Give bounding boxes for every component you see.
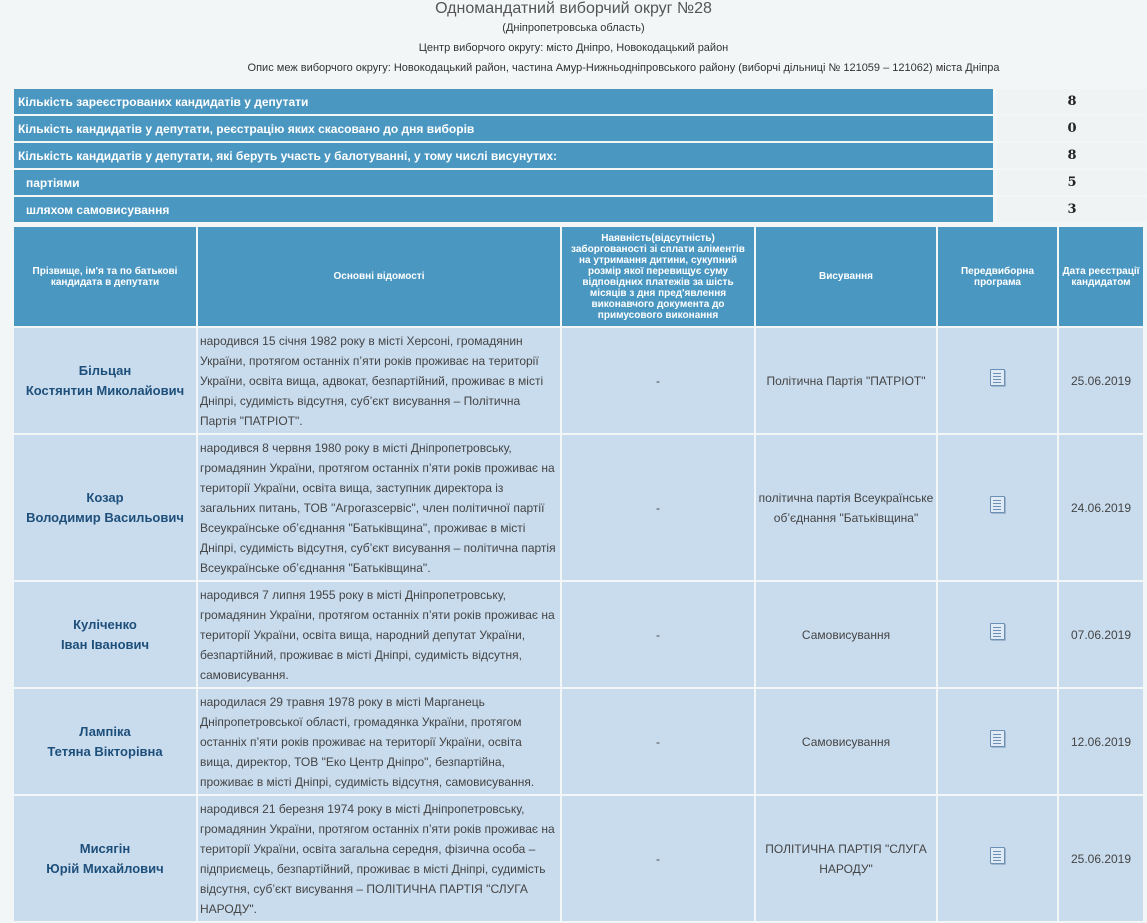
candidate-info: народився 8 червня 1980 року в місті Дніпропетровську, громадянин України, протягом останніх п’яти років проживає на території України, освіта вища, заступник директора із загальних питань, ТОВ "Агрогазсервіс", член політичної партії Всеукраїнське об’єднання "Батьківщина", проживає в місті Дніпрі, судимість відсутня, суб’єкт висування – політична партія Всеукраїнське об’єднання "Батьківщина". [198,435,560,580]
candidate-debt: - [562,328,754,433]
program-cell [938,582,1057,687]
candidate-debt: - [562,582,754,687]
registration-date: 25.06.2019 [1059,796,1143,921]
candidate-info: народився 7 липня 1955 року в місті Дніпропетровську, громадянин України, протягом останніх п’яти років проживає на території України, освіта вища, народний депутат України, безпартійний, проживає в місті Дніпрі, судимість відсутня, самовисування. [198,582,560,687]
candidate-info: народився 15 січня 1982 року в місті Херсоні, громадянин України, протягом останніх п’яти років проживає на території України, освіта вища, адвокат, безпартійний, проживає в місті Дніпрі, судимість відсутня, суб’єкт висування – Політична Партія "ПАТРІОТ". [198,328,560,433]
candidate-debt: - [562,689,754,794]
page-title: Одномандатний виборчий округ №28 [435,0,712,17]
candidate-nomination: Самовисування [756,582,936,687]
stats-label: Кількість зареєстрованих кандидатів у депутати [14,89,993,115]
candidate-surname: Більцан [78,362,132,378]
candidate-given-name: Тетяна Вікторівна [47,743,163,759]
table-header-row [14,227,1143,326]
stats-row [14,89,1147,115]
stats-value: 0 [997,115,1147,142]
stats-table [14,89,1147,224]
candidate-name [14,328,196,433]
candidate-given-name: Юрій Михайлович [46,860,164,876]
candidate-surname: Козар [86,489,124,505]
stats-row [14,115,1147,142]
candidate-name [14,435,196,580]
registration-date: 07.06.2019 [1059,582,1143,687]
candidate-info: народилася 29 травня 1978 року в місті Марганець Дніпропетровської області, громадянка України, протягом останніх п’яти років проживає на території України, освіта вища, директор, ТОВ "Еко Центр Дніпро", безпартійна, проживає в місті Дніпрі, судимість відсутня, самовисування. [198,689,560,794]
candidate-name [14,582,196,687]
document-icon[interactable] [990,496,1005,513]
stats-value: 3 [997,196,1147,223]
registration-date: 12.06.2019 [1059,689,1143,794]
candidate-name [14,796,196,921]
stats-row [14,142,1147,169]
candidate-name [14,689,196,794]
candidate-surname: Лампіка [79,723,131,739]
stats-value: 8 [997,89,1147,115]
program-cell [938,796,1057,921]
col-header-info: Основні відомості [198,227,560,326]
candidate-nomination: ПОЛІТИЧНА ПАРТІЯ "СЛУГА НАРОДУ" [756,796,936,921]
district-center: Центр виборчого округу: місто Дніпро, Новокодацький район [418,42,729,54]
candidate-given-name: Костянтин Миколайович [25,382,185,398]
candidate-surname: Мисягін [79,840,131,856]
stats-row [14,169,1147,196]
candidate-nomination: політична партія Всеукраїнське об’єднання "Батьківщина" [756,435,936,580]
candidate-info: народився 21 березня 1974 року в місті Дніпропетровську, громадянин України, протягом останніх п’яти років проживає на території України, освіта загальна середня, фізична особа – підприємець, безпартійний, проживає в місті Дніпрі, судимість відсутня, суб’єкт висування – ПОЛІТИЧНА ПАРТІЯ "СЛУГА НАРОДУ". [198,796,560,921]
candidate-given-name: Володимир Васильович [26,509,184,525]
stats-value: 5 [997,169,1147,196]
stats-label: шляхом самовисування [14,196,993,223]
col-header-program: Передвиборна програма [938,227,1057,326]
registration-date: 24.06.2019 [1059,435,1143,580]
candidate-nomination: Політична Партія "ПАТРІОТ" [756,328,936,433]
col-header-debt: Наявність(відсутність) заборгованості зі сплати аліментів на утримання дитини, сукупний розмір якої перевищує суму відповідних платежів за шість місяців з дня пред'явлення виконавчого документа до примусового виконання [562,227,754,326]
table-row [14,328,1143,433]
page-header [0,0,1147,75]
candidates-table [12,225,1145,923]
program-cell [938,435,1057,580]
candidate-nomination: Самовисування [756,689,936,794]
table-row [14,582,1143,687]
document-icon[interactable] [990,369,1005,386]
document-icon[interactable] [990,623,1005,640]
program-cell [938,328,1057,433]
program-cell [938,689,1057,794]
candidate-debt: - [562,796,754,921]
district-boundary: Опис меж виборчого округу: Новокодацький район, частина Амур-Нижньодніпровського району (виборчі дільниці № 121059 – 121062) міста Дніпра [247,62,1000,74]
col-header-date: Дата реєстрації кандидатом [1059,227,1143,326]
stats-label: Кількість кандидатів у депутати, які беруть участь у балотуванні, у тому числі висунутих: [14,142,993,169]
stats-label: Кількість кандидатів у депутати, реєстрацію яких скасовано до дня виборів [14,115,993,142]
table-row [14,435,1143,580]
candidate-debt: - [562,435,754,580]
candidate-given-name: Іван Іванович [60,636,150,652]
col-header-name: Прізвище, ім'я та по батькові кандидата в депутати [14,227,196,326]
stats-row [14,196,1147,223]
table-row [14,796,1143,921]
document-icon[interactable] [990,730,1005,747]
region-label: (Дніпропетровська область) [502,22,645,34]
document-icon[interactable] [990,847,1005,864]
candidate-surname: Куліченко [73,616,137,632]
table-row [14,689,1143,794]
col-header-nomination: Висування [756,227,936,326]
stats-value: 8 [997,142,1147,169]
stats-label: партіями [14,169,993,196]
registration-date: 25.06.2019 [1059,328,1143,433]
